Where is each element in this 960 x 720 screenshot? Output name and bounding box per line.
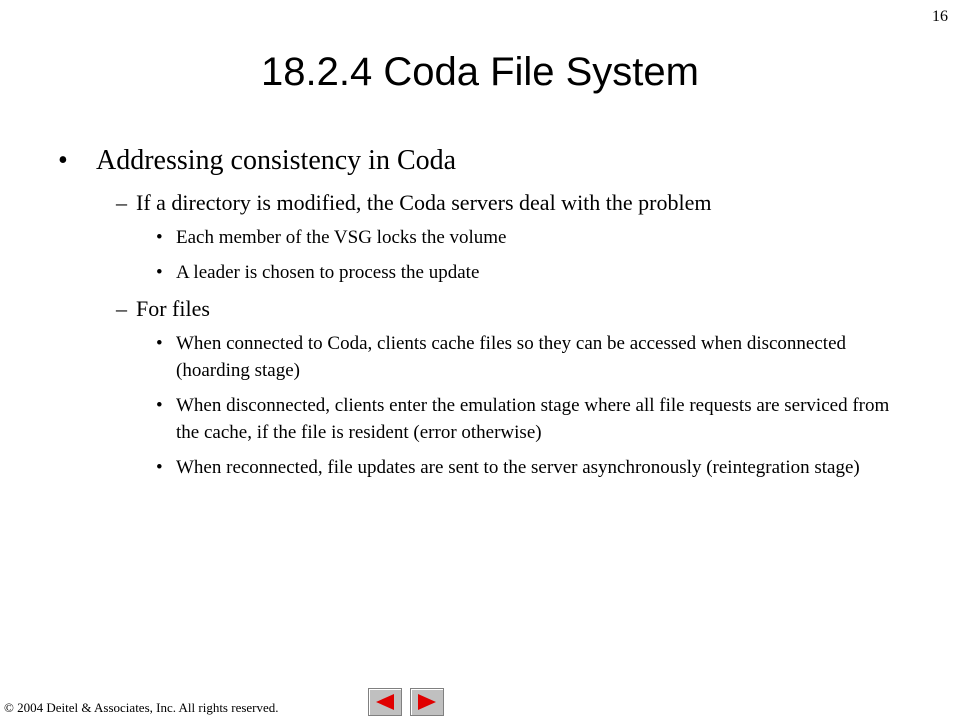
item-hoarding-stage: [156, 330, 898, 384]
bullet-marker: •: [156, 333, 163, 354]
copyright-footer: © 2004 Deitel & Associates, Inc. All rights reserved.: [4, 700, 279, 715]
item-vsg-locks: [156, 224, 898, 251]
right-triangle-arrow-icon: [416, 693, 438, 711]
bullet-addressing-consistency: [58, 144, 898, 178]
item-text: When reconnected, file updates are sent to the server asynchronously (reintegration stage): [176, 457, 860, 478]
subbullet-directory: [116, 188, 898, 218]
item-reintegration-stage: [156, 454, 898, 481]
subbullet-files: [116, 294, 898, 324]
left-triangle-arrow-icon: [374, 693, 396, 711]
item-leader-chosen: [156, 259, 898, 286]
item-text: When connected to Coda, clients cache files so they can be accessed when disconnected (hoarding stage): [176, 333, 847, 381]
item-text: A leader is chosen to process the update: [176, 262, 480, 283]
item-emulation-stage: [156, 392, 898, 446]
bullet-marker: •: [58, 145, 68, 176]
item-text: When disconnected, clients enter the emulation stage where all file requests are serviced from the cache, if the file is resident (error otherwise): [176, 395, 890, 443]
page-number: 16: [932, 8, 948, 25]
subbullet-text: For files: [136, 296, 210, 321]
next-slide-button[interactable]: [410, 688, 444, 716]
slide-navigation: [368, 688, 444, 716]
dash-marker: –: [116, 296, 127, 321]
dash-marker: –: [116, 190, 127, 215]
bullet-text: Addressing consistency in Coda: [96, 145, 457, 176]
bullet-marker: •: [156, 457, 163, 478]
slide-title: 18.2.4 Coda File System: [261, 50, 699, 94]
item-text: Each member of the VSG locks the volume: [176, 227, 507, 248]
bullet-marker: •: [156, 262, 163, 283]
subbullet-text: If a directory is modified, the Coda servers deal with the problem: [136, 190, 712, 215]
bullet-marker: •: [156, 227, 163, 248]
bullet-marker: •: [156, 395, 163, 416]
slide-content: [58, 144, 898, 489]
previous-slide-button[interactable]: [368, 688, 402, 716]
